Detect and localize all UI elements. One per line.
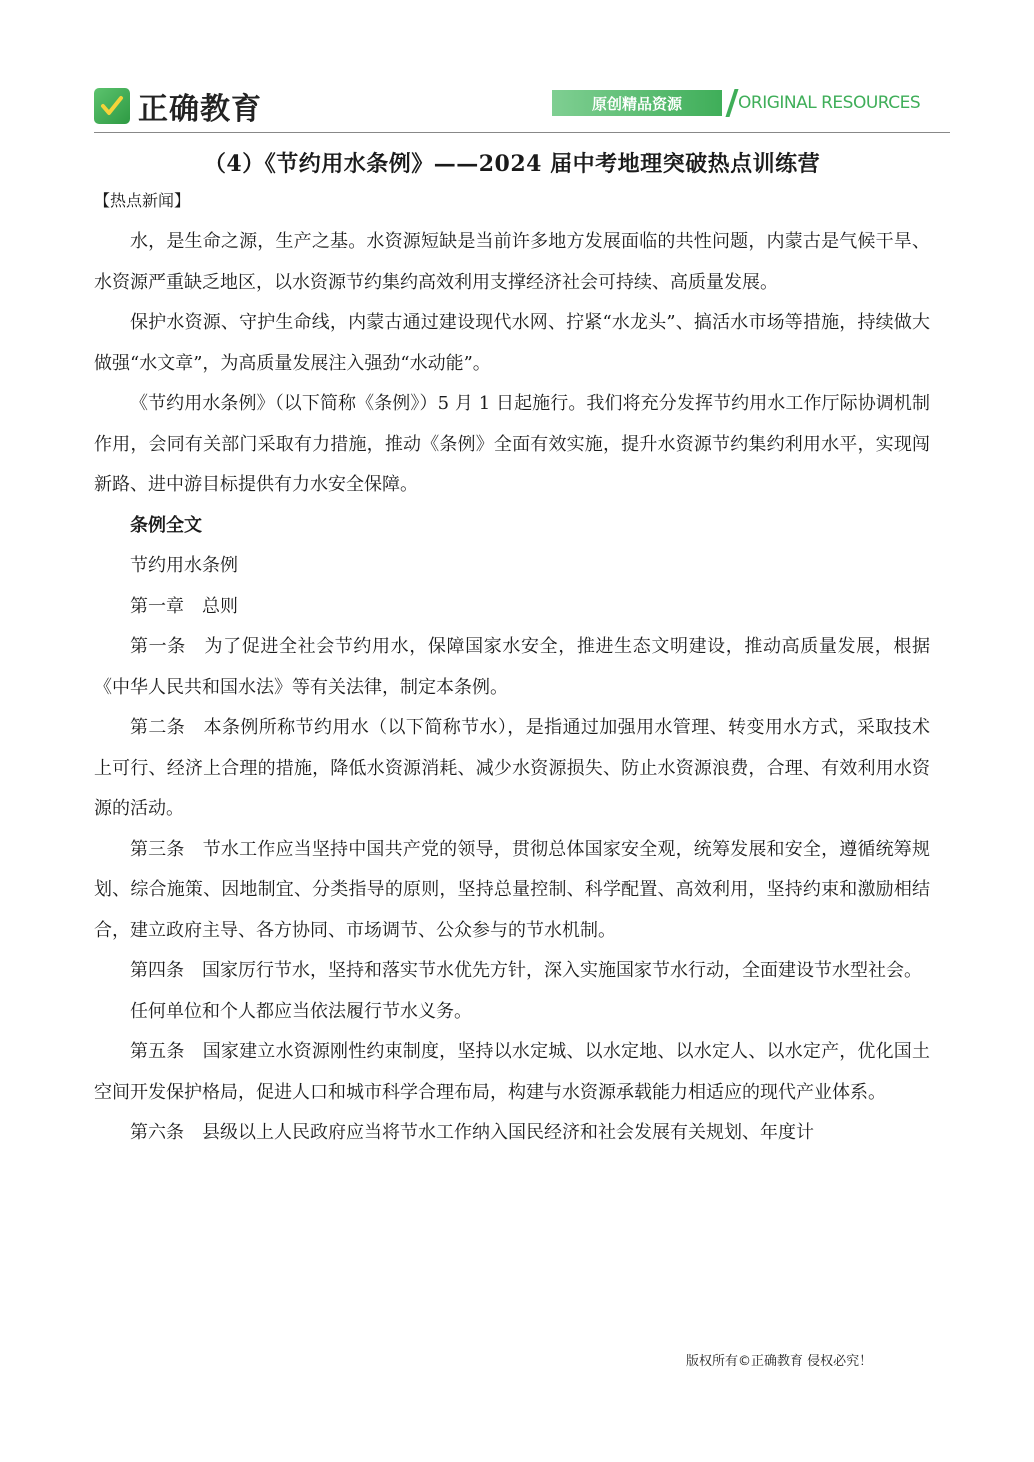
- banner-tag-en: ORIGINAL RESOURCES: [738, 93, 921, 113]
- regulation-title: 节约用水条例: [130, 555, 238, 576]
- banner-tag-cn: 原创精品资源: [552, 90, 722, 116]
- document-title: （4）《节约用水条例》——2024 届中考地理突破热点训练营: [203, 151, 821, 177]
- brand-name: 正确教育: [138, 92, 262, 127]
- article-paragraph: 第二条 本条例所称节约用水（以下简称节水），是指通过加强用水管理、转变用水方式，采取技术上可行、经济上合理的措施，降低水资源消耗、减少水资源损失、防止水资源浪费，合理、有效利用水资源的活动。: [94, 717, 930, 819]
- paragraph: 《节约用水条例》（以下简称《条例》）5 月 1 日起施行。我们将充分发挥节约用水工作厅际协调机制作用，会同有关部门采取有力措施，推动《条例》全面有效实施，提升水资源节约集约利用水平，实现闯新路、进中游目标提供有力水安全保障。: [94, 393, 930, 495]
- paragraph: 保护水资源、守护生命线，内蒙古通过建设现代水网、拧紧“水龙头”、搞活水市场等措施，持续做大做强“水文章”，为高质量发展注入强劲“水动能”。: [94, 312, 930, 374]
- header-divider: [94, 132, 950, 133]
- article-paragraph: 第六条 县级以上人民政府应当将节水工作纳入国民经济和社会发展有关规划、年度计: [130, 1122, 814, 1143]
- document-body: [94, 146, 930, 1154]
- article-paragraph: 第一条 为了促进全社会节约用水，保障国家水安全，推进生态文明建设，推动高质量发展，根据《中华人民共和国水法》等有关法律，制定本条例。: [94, 636, 930, 698]
- chapter-heading: 第一章 总则: [130, 595, 238, 617]
- section-heading: 条例全文: [130, 514, 202, 536]
- brand-logo: [94, 84, 262, 128]
- original-resources-banner: [552, 90, 920, 116]
- checkmark-icon: [94, 88, 130, 124]
- article-paragraph: 第三条 节水工作应当坚持中国共产党的领导，贯彻总体国家安全观，统筹发展和安全，遵循统筹规划、综合施策、因地制宜、分类指导的原则，坚持总量控制、科学配置、高效利用，坚持约束和激励相结合，建立政府主导、各方协同、市场调节、公众参与的节水机制。: [94, 838, 930, 941]
- article-paragraph: 第四条 国家厉行节水，坚持和落实节水优先方针，深入实施国家节水行动，全面建设节水型社会。: [130, 960, 922, 981]
- banner-slash: [725, 89, 738, 117]
- article-paragraph: 第五条 国家建立水资源刚性约束制度，坚持以水定城、以水定地、以水定人、以水定产，优化国土空间开发保护格局，促进人口和城市科学合理布局，构建与水资源承载能力相适应的现代产业体系。: [94, 1041, 930, 1103]
- section-label: 【热点新闻】: [94, 191, 191, 210]
- copyright-footer: 版权所有©正确教育 侵权必究！: [686, 1354, 873, 1369]
- page-header: [0, 0, 1034, 135]
- article-paragraph: 任何单位和个人都应当依法履行节水义务。: [130, 1000, 472, 1022]
- paragraph: 水，是生命之源，生产之基。水资源短缺是当前许多地方发展面临的共性问题，内蒙古是气候干旱、水资源严重缺乏地区，以水资源节约集约高效利用支撑经济社会可持续、高质量发展。: [94, 231, 930, 293]
